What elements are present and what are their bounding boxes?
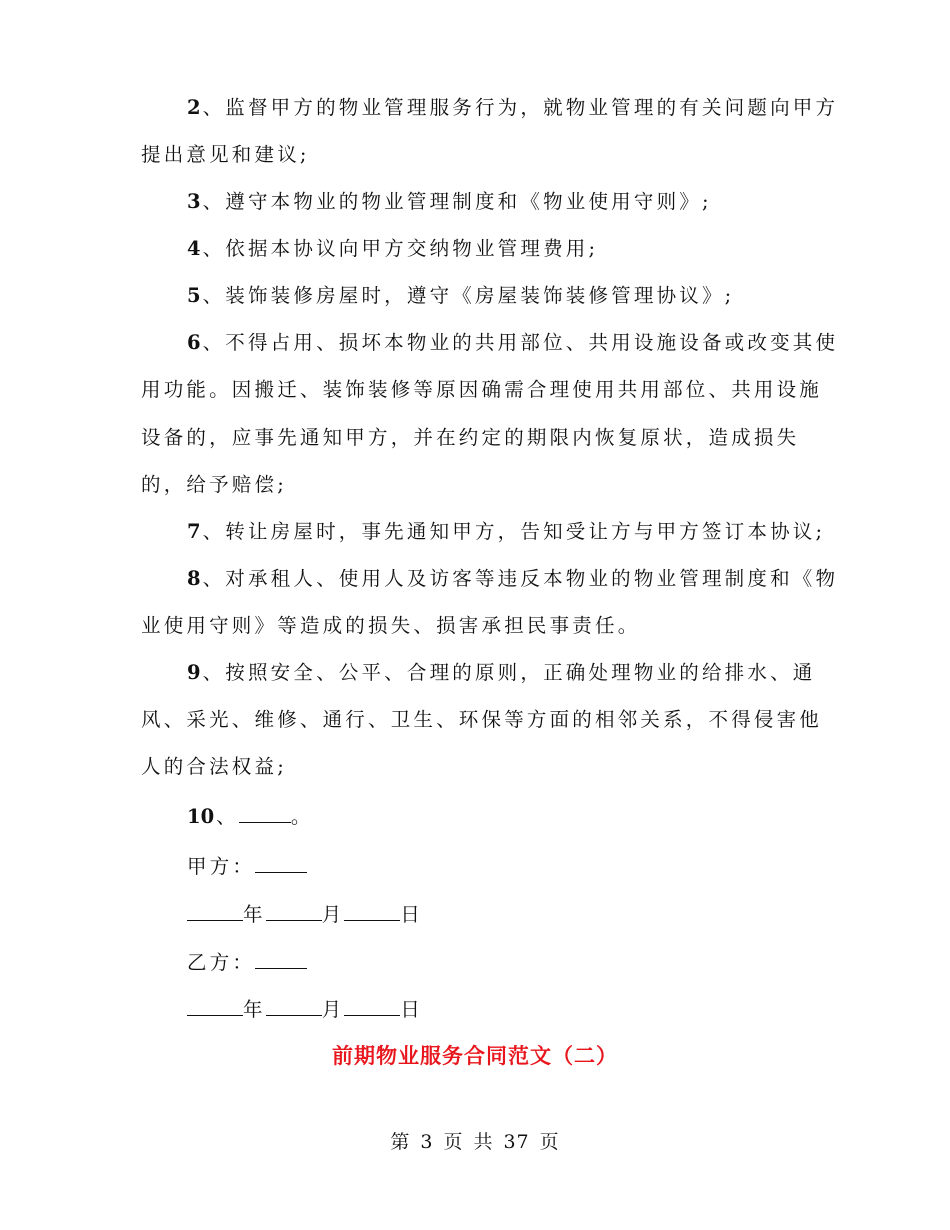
year-label: 年 [243, 903, 266, 926]
month-label: 月 [321, 903, 345, 926]
section-heading: 前期物业服务合同范文（二） [332, 1043, 618, 1068]
party-b-blank [255, 948, 307, 969]
clause-number: 5 [187, 284, 201, 307]
party-b-label: 乙方： [187, 951, 256, 974]
clause-8-line-2: 业使用守则》等造成的损失、损害承担民事责任。 [141, 614, 641, 637]
clause-6-line-3: 设备的，应事先通知甲方，并在约定的期限内恢复原状，造成损失 [141, 426, 800, 449]
day-label: 日 [400, 998, 424, 1021]
clause-number: 3 [187, 190, 201, 213]
clause-number: 9 [187, 661, 201, 684]
party-b-line [187, 948, 307, 977]
day-label: 日 [400, 903, 424, 926]
clause-9-line-2: 风、采光、维修、通行、卫生、环保等方面的相邻关系，不得侵害他 [141, 708, 823, 731]
year-label: 年 [243, 998, 266, 1021]
month-blank [266, 995, 322, 1016]
clause-10-line [187, 802, 314, 831]
clause-text: 、不得占用、损坏本物业的共用部位、共用设施设备或改变其使 [202, 331, 839, 354]
party-a-label: 甲方： [187, 855, 256, 878]
clause-number: 6 [187, 331, 201, 354]
party-a-blank [255, 852, 307, 873]
clause-separator: 、 [216, 805, 239, 828]
clause-2-line-2: 提出意见和建议; [141, 143, 310, 166]
year-blank [187, 995, 243, 1016]
party-a-line [187, 852, 307, 881]
clause-9-line-3: 人的合法权益; [141, 755, 287, 778]
clause-number: 10 [187, 805, 215, 828]
clause-4-line-1 [187, 235, 598, 263]
clause-number: 2 [187, 96, 201, 119]
clause-number: 7 [187, 520, 201, 543]
footer-total-word: 共 [473, 1131, 494, 1153]
clause-text: 、监督甲方的物业管理服务行为，就物业管理的有关问题向甲方 [202, 96, 839, 119]
clause-text: 、装饰装修房屋时，遵守《房屋装饰装修管理协议》; [202, 284, 735, 307]
clause-8-line-1 [187, 565, 838, 593]
party-a-date-line [187, 900, 423, 929]
footer-page-word: 页 [443, 1131, 464, 1153]
month-label: 月 [321, 998, 345, 1021]
year-blank [187, 900, 243, 921]
page-footer [0, 1128, 950, 1156]
total-page-count: 37 [503, 1131, 530, 1153]
month-blank [266, 900, 322, 921]
day-blank [344, 900, 400, 921]
clause-text: 、遵守本物业的物业管理制度和《物业使用守则》; [202, 190, 712, 213]
footer-suffix: 页 [539, 1131, 560, 1153]
fill-in-blank [239, 802, 291, 823]
clause-text: 、对承租人、使用人及访客等违反本物业的物业管理制度和《物 [202, 567, 839, 590]
current-page-number: 3 [420, 1131, 434, 1153]
clause-7-line-1 [187, 518, 825, 546]
clause-number: 8 [187, 567, 201, 590]
clause-6-line-4: 的，给予赔偿; [141, 473, 287, 496]
clause-text: 、按照安全、公平、合理的原则，正确处理物业的给排水、通 [202, 661, 816, 684]
clause-text: 、依据本协议向甲方交纳物业管理费用; [202, 237, 599, 260]
clause-text: 、转让房屋时，事先通知甲方，告知受让方与甲方签订本协议; [202, 520, 826, 543]
clause-9-line-1 [187, 659, 815, 687]
clause-6-line-1 [187, 329, 838, 357]
party-b-date-line [187, 995, 423, 1024]
clause-6-line-2: 用功能。因搬迁、装饰装修等原因确需合理使用共用部位、共用设施 [141, 378, 823, 401]
clause-2-line-1 [187, 94, 838, 122]
clause-end-mark: 。 [290, 805, 314, 828]
clause-5-line-1 [187, 282, 734, 310]
day-blank [344, 995, 400, 1016]
footer-prefix: 第 [390, 1131, 411, 1153]
clause-number: 4 [187, 237, 201, 260]
clause-3-line-1 [187, 188, 712, 216]
